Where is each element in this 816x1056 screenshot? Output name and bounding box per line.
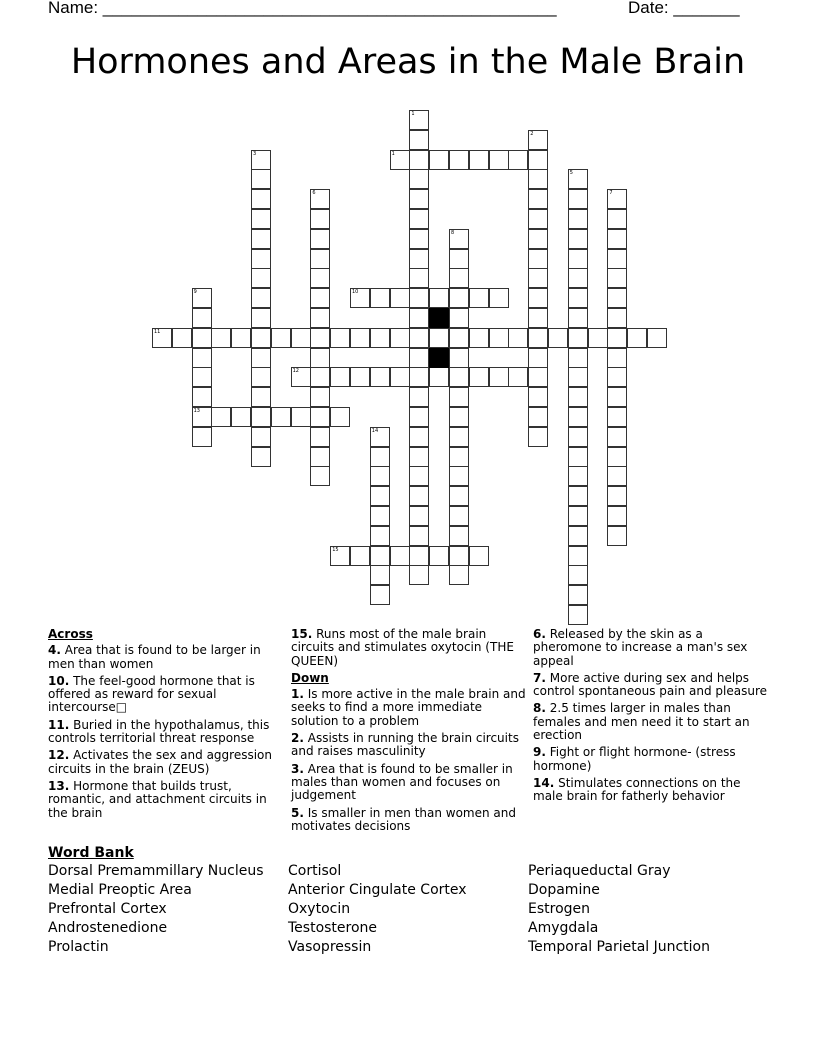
grid-cell[interactable] [409,328,429,348]
word-bank-item: Dopamine [528,882,600,898]
grid-cell[interactable] [251,447,271,467]
grid-cell[interactable] [449,387,469,407]
cell-number: 5 [569,170,573,177]
grid-cell[interactable] [370,328,390,348]
word-bank-column-1 [48,862,264,957]
grid-cell[interactable] [528,169,548,189]
grid-cell[interactable] [409,268,429,288]
grid-cell[interactable] [449,565,469,585]
grid-cell[interactable] [231,407,251,427]
grid-cell[interactable] [409,169,429,189]
grid-cell[interactable] [449,229,469,249]
grid-cell[interactable] [528,249,548,269]
grid-cell[interactable] [568,189,588,209]
grid-cell[interactable] [192,328,212,348]
grid-cell[interactable] [409,565,429,585]
grid-cell[interactable] [647,328,667,348]
grid-cell[interactable] [568,506,588,526]
grid-cell[interactable] [409,130,429,150]
grid-cell[interactable] [251,189,271,209]
grid-cell[interactable] [588,328,608,348]
grid-cell[interactable] [449,466,469,486]
grid-cell[interactable] [409,288,429,308]
grid-cell[interactable] [528,189,548,209]
grid-cell[interactable] [429,546,449,566]
clue-down-14: 14. Stimulates connections on the male brain for fatherly behavior [533,775,741,804]
grid-cell[interactable] [607,249,627,269]
word-bank-heading: Word Bank [48,845,134,861]
black-cell [429,308,449,328]
grid-cell[interactable] [429,150,449,170]
word-bank-item: Androstenedione [48,920,168,936]
grid-cell[interactable] [310,387,330,407]
grid-cell[interactable] [449,288,469,308]
grid-cell[interactable] [251,209,271,229]
word-bank-item: Temporal Parietal Junction [528,939,710,955]
grid-cell[interactable] [192,427,212,447]
grid-cell[interactable] [409,150,429,170]
word-bank-item: Vasopressin [288,939,372,955]
word-bank-item: Anterior Cingulate Cortex [288,882,467,898]
grid-cell[interactable] [211,328,231,348]
grid-cell[interactable] [568,546,588,566]
grid-cell[interactable] [350,328,370,348]
grid-cell[interactable] [390,288,410,308]
grid-cell[interactable] [607,308,627,328]
grid-cell[interactable] [607,486,627,506]
grid-cell[interactable] [192,288,212,308]
grid-cell[interactable] [251,169,271,189]
grid-cell[interactable] [508,328,528,348]
clues-column-3 [533,628,769,808]
grid-cell[interactable] [409,407,429,427]
grid-cell[interactable] [251,308,271,328]
grid-cell[interactable] [330,407,350,427]
clue-down-5: 5. Is smaller in men than women and motivates decisions [291,805,517,833]
grid-cell[interactable] [449,308,469,328]
grid-cell[interactable] [409,427,429,447]
grid-cell[interactable] [192,367,212,387]
word-bank-item: Medial Preoptic Area [48,882,192,898]
grid-cell[interactable] [469,328,489,348]
grid-cell[interactable] [370,447,390,467]
grid-cell[interactable] [310,268,330,288]
clue-down-8: 8. 2.5 times larger in males than females and men need it to start an erection [533,701,750,743]
grid-cell[interactable] [251,288,271,308]
grid-cell[interactable] [528,387,548,407]
grid-cell[interactable] [568,328,588,348]
grid-cell[interactable] [607,427,627,447]
grid-cell[interactable] [192,348,212,368]
down-heading: Down [291,670,329,685]
grid-cell[interactable] [449,427,469,447]
grid-cell[interactable] [231,328,251,348]
grid-cell[interactable] [370,288,390,308]
black-cell [429,348,449,368]
grid-cell[interactable] [310,427,330,447]
clue-down-1: 1. Is more active in the male brain and seeks to find a more immediate solution to a problem [291,687,526,728]
page-title: Hormones and Areas in the Male Brain [70,42,746,82]
across-heading: Across [48,627,93,641]
grid-cell[interactable] [211,407,231,427]
grid-cell[interactable] [607,387,627,407]
grid-cell[interactable] [528,367,548,387]
grid-cell[interactable] [370,565,390,585]
grid-cell[interactable] [568,209,588,229]
grid-cell[interactable] [489,328,509,348]
grid-cell[interactable] [370,585,390,605]
grid-cell[interactable] [251,427,271,447]
word-bank-item: Oxytocin [288,901,351,917]
word-bank-item: Prolactin [48,939,109,955]
grid-cell[interactable] [489,150,509,170]
grid-cell[interactable] [370,486,390,506]
grid-cell[interactable] [449,526,469,546]
clue-across-15: 15. Runs most of the male brain circuits and stimulates oxytocin (THE QUEEN) [291,627,514,668]
grid-cell[interactable] [291,407,311,427]
grid-cell[interactable] [449,486,469,506]
grid-cell[interactable] [607,189,627,209]
grid-cell[interactable] [489,288,509,308]
grid-cell[interactable] [607,447,627,467]
grid-cell[interactable] [528,308,548,328]
grid-cell[interactable] [607,367,627,387]
grid-cell[interactable] [607,209,627,229]
word-bank-item: Cortisol [288,863,342,879]
grid-cell[interactable] [489,367,509,387]
grid-cell[interactable] [370,506,390,526]
grid-cell[interactable] [548,328,568,348]
clue-down-2: 2. Assists in running the brain circuits and raises masculinity [291,731,519,759]
grid-cell[interactable] [390,367,410,387]
grid-cell[interactable] [607,288,627,308]
grid-cell[interactable] [607,526,627,546]
grid-cell[interactable] [568,367,588,387]
grid-cell[interactable] [310,229,330,249]
grid-cell[interactable] [310,209,330,229]
grid-cell[interactable] [528,328,548,348]
word-bank-item: Prefrontal Cortex [48,901,167,917]
grid-cell[interactable] [310,407,330,427]
grid-cell[interactable] [310,328,330,348]
clues-column-1 [48,628,284,824]
grid-cell[interactable] [409,249,429,269]
grid-cell[interactable] [528,150,548,170]
grid-cell[interactable] [271,328,291,348]
cell-number: 1 [391,150,395,157]
grid-cell[interactable] [271,407,291,427]
grid-cell[interactable] [370,546,390,566]
grid-cell[interactable] [568,348,588,368]
grid-cell[interactable] [568,466,588,486]
grid-cell[interactable] [568,447,588,467]
grid-cell[interactable] [429,328,449,348]
grid-cell[interactable] [310,249,330,269]
grid-cell[interactable] [310,189,330,209]
grid-cell[interactable] [310,308,330,328]
word-bank-item: Amygdala [528,920,599,936]
grid-cell[interactable] [350,367,370,387]
grid-cell[interactable] [568,565,588,585]
grid-cell[interactable] [449,506,469,526]
grid-cell[interactable] [528,268,548,288]
grid-cell[interactable] [409,209,429,229]
grid-cell[interactable] [627,328,647,348]
grid-cell[interactable] [607,348,627,368]
grid-cell[interactable] [449,249,469,269]
grid-cell[interactable] [568,268,588,288]
grid-cell[interactable] [449,367,469,387]
cell-number: 8 [451,229,455,236]
cell-number: 11 [154,328,161,335]
grid-cell[interactable] [528,288,548,308]
grid-cell[interactable] [568,585,588,605]
cell-number: 7 [609,190,613,197]
name-field-label: Name: ________________________________________________ [48,0,557,17]
grid-cell[interactable] [568,486,588,506]
grid-cell[interactable] [330,328,350,348]
grid-cell[interactable] [409,110,429,130]
grid-cell[interactable] [370,367,390,387]
grid-cell[interactable] [152,328,172,348]
grid-cell[interactable] [429,367,449,387]
grid-cell[interactable] [409,387,429,407]
grid-cell[interactable] [607,466,627,486]
grid-cell[interactable] [310,288,330,308]
grid-cell[interactable] [370,427,390,447]
grid-cell[interactable] [508,367,528,387]
grid-cell[interactable] [310,348,330,368]
grid-cell[interactable] [568,605,588,625]
clue-across-10: 10. The feel-good hormone that is offered as reward for sexual intercourse□ [48,673,255,715]
grid-cell[interactable] [251,387,271,407]
grid-cell[interactable] [568,526,588,546]
cell-number: 9 [193,289,197,296]
grid-cell[interactable] [568,169,588,189]
grid-cell[interactable] [390,546,410,566]
grid-cell[interactable] [607,328,627,348]
word-bank-column-2 [288,862,467,957]
clue-down-7: 7. More active during sex and helps control spontaneous pain and pleasure [533,670,767,699]
cell-number: 13 [193,408,200,414]
grid-cell[interactable] [429,288,449,308]
clue-down-9: 9. Fight or flight hormone- (stress hormone) [533,745,736,773]
grid-cell[interactable] [409,506,429,526]
grid-cell[interactable] [330,367,350,387]
cell-number: 3 [253,150,257,157]
grid-cell[interactable] [528,229,548,249]
grid-cell[interactable] [409,486,429,506]
grid-cell[interactable] [568,288,588,308]
cell-number: 14 [371,427,379,434]
grid-cell[interactable] [449,268,469,288]
grid-cell[interactable] [568,229,588,249]
grid-cell[interactable] [251,367,271,387]
grid-cell[interactable] [409,367,429,387]
grid-cell[interactable] [390,150,410,170]
grid-cell[interactable] [310,466,330,486]
grid-cell[interactable] [409,546,429,566]
grid-cell[interactable] [568,427,588,447]
word-bank-item: Estrogen [528,901,591,917]
grid-cell[interactable] [370,526,390,546]
grid-cell[interactable] [528,209,548,229]
word-bank-item: Periaqueductal Gray [528,863,671,879]
clue-across-13: 13. Hormone that builds trust, romantic, and attachment circuits in the brain [48,778,267,820]
grid-cell[interactable] [449,328,469,348]
grid-cell[interactable] [291,328,311,348]
grid-cell[interactable] [350,288,370,308]
grid-cell[interactable] [172,328,192,348]
grid-cell[interactable] [409,189,429,209]
grid-cell[interactable] [508,150,528,170]
cell-number: 6 [312,190,316,197]
grid-cell[interactable] [370,466,390,486]
grid-cell[interactable] [568,308,588,328]
grid-cell[interactable] [192,387,212,407]
word-bank-item: Testosterone [288,920,378,936]
grid-cell[interactable] [192,407,212,427]
grid-cell[interactable] [607,506,627,526]
grid-cell[interactable] [568,407,588,427]
grid-cell[interactable] [291,367,311,387]
clue-across-12: 12. Activates the sex and aggression circuits in the brain (ZEUS) [48,748,273,776]
grid-cell[interactable] [409,447,429,467]
grid-cell[interactable] [568,387,588,407]
cell-number: 15 [332,546,339,553]
clue-down-3: 3. Area that is found to be smaller in males than women and focuses on judgement [291,761,513,803]
grid-cell[interactable] [409,348,429,368]
grid-cell[interactable] [251,348,271,368]
grid-cell[interactable] [449,150,469,170]
grid-cell[interactable] [528,427,548,447]
grid-cell[interactable] [607,229,627,249]
word-bank-column-3 [528,862,710,957]
grid-cell[interactable] [469,150,489,170]
grid-cell[interactable] [251,407,271,427]
grid-cell[interactable] [607,268,627,288]
cell-number: 2 [530,130,534,137]
grid-cell[interactable] [409,466,429,486]
grid-cell[interactable] [449,407,469,427]
grid-cell[interactable] [469,288,489,308]
clue-across-11: 11. Buried in the hypothalamus, this controls territorial threat response [48,717,270,746]
grid-cell[interactable] [469,367,489,387]
grid-cell[interactable] [251,150,271,170]
grid-cell[interactable] [449,546,469,566]
grid-cell[interactable] [310,367,330,387]
cell-number: 10 [352,289,359,296]
clue-across-4: 4. Area that is found to be larger in men than women [48,643,261,671]
grid-cell[interactable] [251,268,271,288]
grid-cell[interactable] [449,348,469,368]
grid-cell[interactable] [568,249,588,269]
grid-cell[interactable] [310,447,330,467]
cell-number: 12 [292,368,299,375]
grid-cell[interactable] [390,328,410,348]
grid-cell[interactable] [409,308,429,328]
grid-cell[interactable] [528,348,548,368]
grid-cell[interactable] [528,130,548,150]
clues-column-2 [291,628,527,837]
grid-cell[interactable] [607,407,627,427]
clue-down-6: 6. Released by the skin as a pheromone to increase a man's sex appeal [533,627,748,668]
grid-cell[interactable] [330,546,350,566]
grid-cell[interactable] [528,407,548,427]
word-bank-item: Dorsal Premammillary Nucleus [48,863,264,879]
grid-cell[interactable] [251,229,271,249]
grid-cell[interactable] [469,546,489,566]
grid-cell[interactable] [251,249,271,269]
grid-cell[interactable] [350,546,370,566]
grid-cell[interactable] [449,447,469,467]
grid-cell[interactable] [409,526,429,546]
grid-cell[interactable] [409,229,429,249]
date-field-label: Date: _______ [628,0,740,17]
cell-number: 1 [411,111,415,117]
grid-cell[interactable] [251,328,271,348]
grid-cell[interactable] [192,308,212,328]
